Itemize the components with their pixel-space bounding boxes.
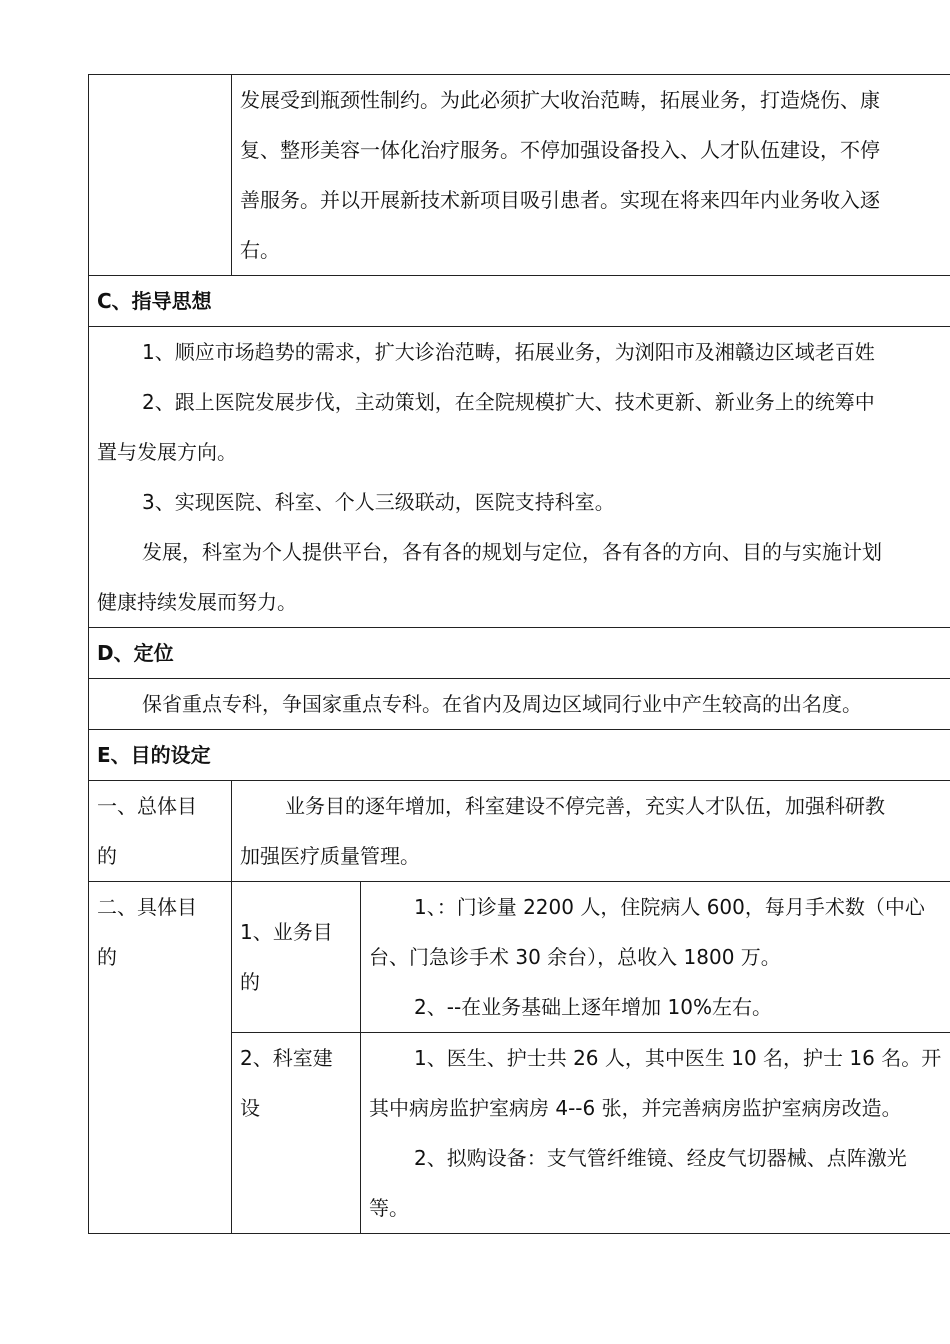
business-goal-label-cell — [232, 882, 361, 1033]
intro-line: 善服务。并以开展新技术新项目吸引患者。实现在将来四年内业务收入逐 — [240, 188, 880, 212]
business-goal-item: 2、--在业务基础上逐年增加 10%左右。 — [414, 995, 772, 1019]
section-title: C、指导思想 — [97, 289, 212, 313]
section-c-body-row — [89, 327, 950, 628]
overall-goal-label: 的 — [97, 844, 117, 868]
intro-text-cell — [232, 75, 950, 276]
department-goal-item: 2、拟购设备：支气管纤维镜、经皮气切器械、点阵激光 — [414, 1146, 907, 1170]
business-goal-label: 1、业务目 — [240, 920, 333, 944]
guideline-item: 3、实现医院、科室、个人三级联动，医院支持科室。 — [142, 490, 615, 514]
business-goal-item: 台、门急诊手术 30 余台），总收入 1800 万。 — [369, 945, 781, 969]
department-goal-text-cell — [361, 1033, 950, 1234]
intro-row — [89, 75, 950, 276]
section-c-body — [89, 327, 950, 628]
intro-label-cell — [89, 75, 232, 276]
guideline-item: 发展，科室为个人提供平台，各有各的规划与定位，各有各的方向、目的与实施计划 — [142, 540, 882, 564]
department-goal-item: 等。 — [369, 1196, 409, 1220]
plan-table — [88, 74, 950, 1234]
specific-goal-label-cell — [89, 882, 232, 1234]
intro-line: 右。 — [240, 238, 280, 262]
specific-goal-business-row — [89, 882, 950, 1033]
section-title: E、目的设定 — [97, 743, 211, 767]
positioning-text: 保省重点专科，争国家重点专科。在省内及周边区域同行业中产生较高的出名度。 — [142, 692, 862, 716]
section-c-heading — [89, 276, 950, 327]
department-goal-label-cell — [232, 1033, 361, 1234]
overall-goal-label: 一、总体目 — [97, 794, 197, 818]
section-c-heading-row — [89, 276, 950, 327]
section-e-heading-row — [89, 730, 950, 781]
section-e-heading — [89, 730, 950, 781]
department-goal-label: 设 — [240, 1096, 260, 1120]
business-goal-item: 1、：门诊量 2200 人，住院病人 600，每月手术数（中心 — [414, 895, 925, 919]
department-goal-label: 2、科室建 — [240, 1046, 333, 1070]
department-goal-item: 其中病房监护室病房 4--6 张，并完善病房监护室病房改造。 — [369, 1096, 902, 1120]
specific-goal-label: 二、具体目 — [97, 895, 197, 919]
section-title: D、定位 — [97, 641, 174, 665]
specific-goal-label: 的 — [97, 945, 117, 969]
section-d-heading-row — [89, 628, 950, 679]
overall-goal-row — [89, 781, 950, 882]
business-goal-text-cell — [361, 882, 950, 1033]
business-goal-label: 的 — [240, 970, 260, 994]
overall-goal-label-cell — [89, 781, 232, 882]
overall-goal-text: 业务目的逐年增加，科室建设不停完善，充实人才队伍，加强科研教 — [285, 794, 885, 818]
guideline-continuation: 健康持续发展而努力。 — [97, 590, 297, 614]
intro-line: 复、整形美容一体化治疗服务。不停加强设备投入、人才队伍建设，不停 — [240, 138, 880, 162]
overall-goal-text-cell — [232, 781, 950, 882]
guideline-continuation: 置与发展方向。 — [97, 440, 237, 464]
overall-goal-text: 加强医疗质量管理。 — [240, 844, 420, 868]
section-d-body-row — [89, 679, 950, 730]
department-goal-item: 1、医生、护士共 26 人，其中医生 10 名，护士 16 名。开 — [414, 1046, 942, 1070]
guideline-item: 1、顺应市场趋势的需求，扩大诊治范畴，拓展业务，为浏阳市及湘赣边区域老百姓 — [142, 340, 875, 364]
intro-line: 发展受到瓶颈性制约。为此必须扩大收治范畴，拓展业务，打造烧伤、康 — [240, 88, 880, 112]
section-d-body — [89, 679, 950, 730]
guideline-item: 2、跟上医院发展步伐，主动策划，在全院规模扩大、技术更新、新业务上的统筹中 — [142, 390, 875, 414]
section-d-heading — [89, 628, 950, 679]
